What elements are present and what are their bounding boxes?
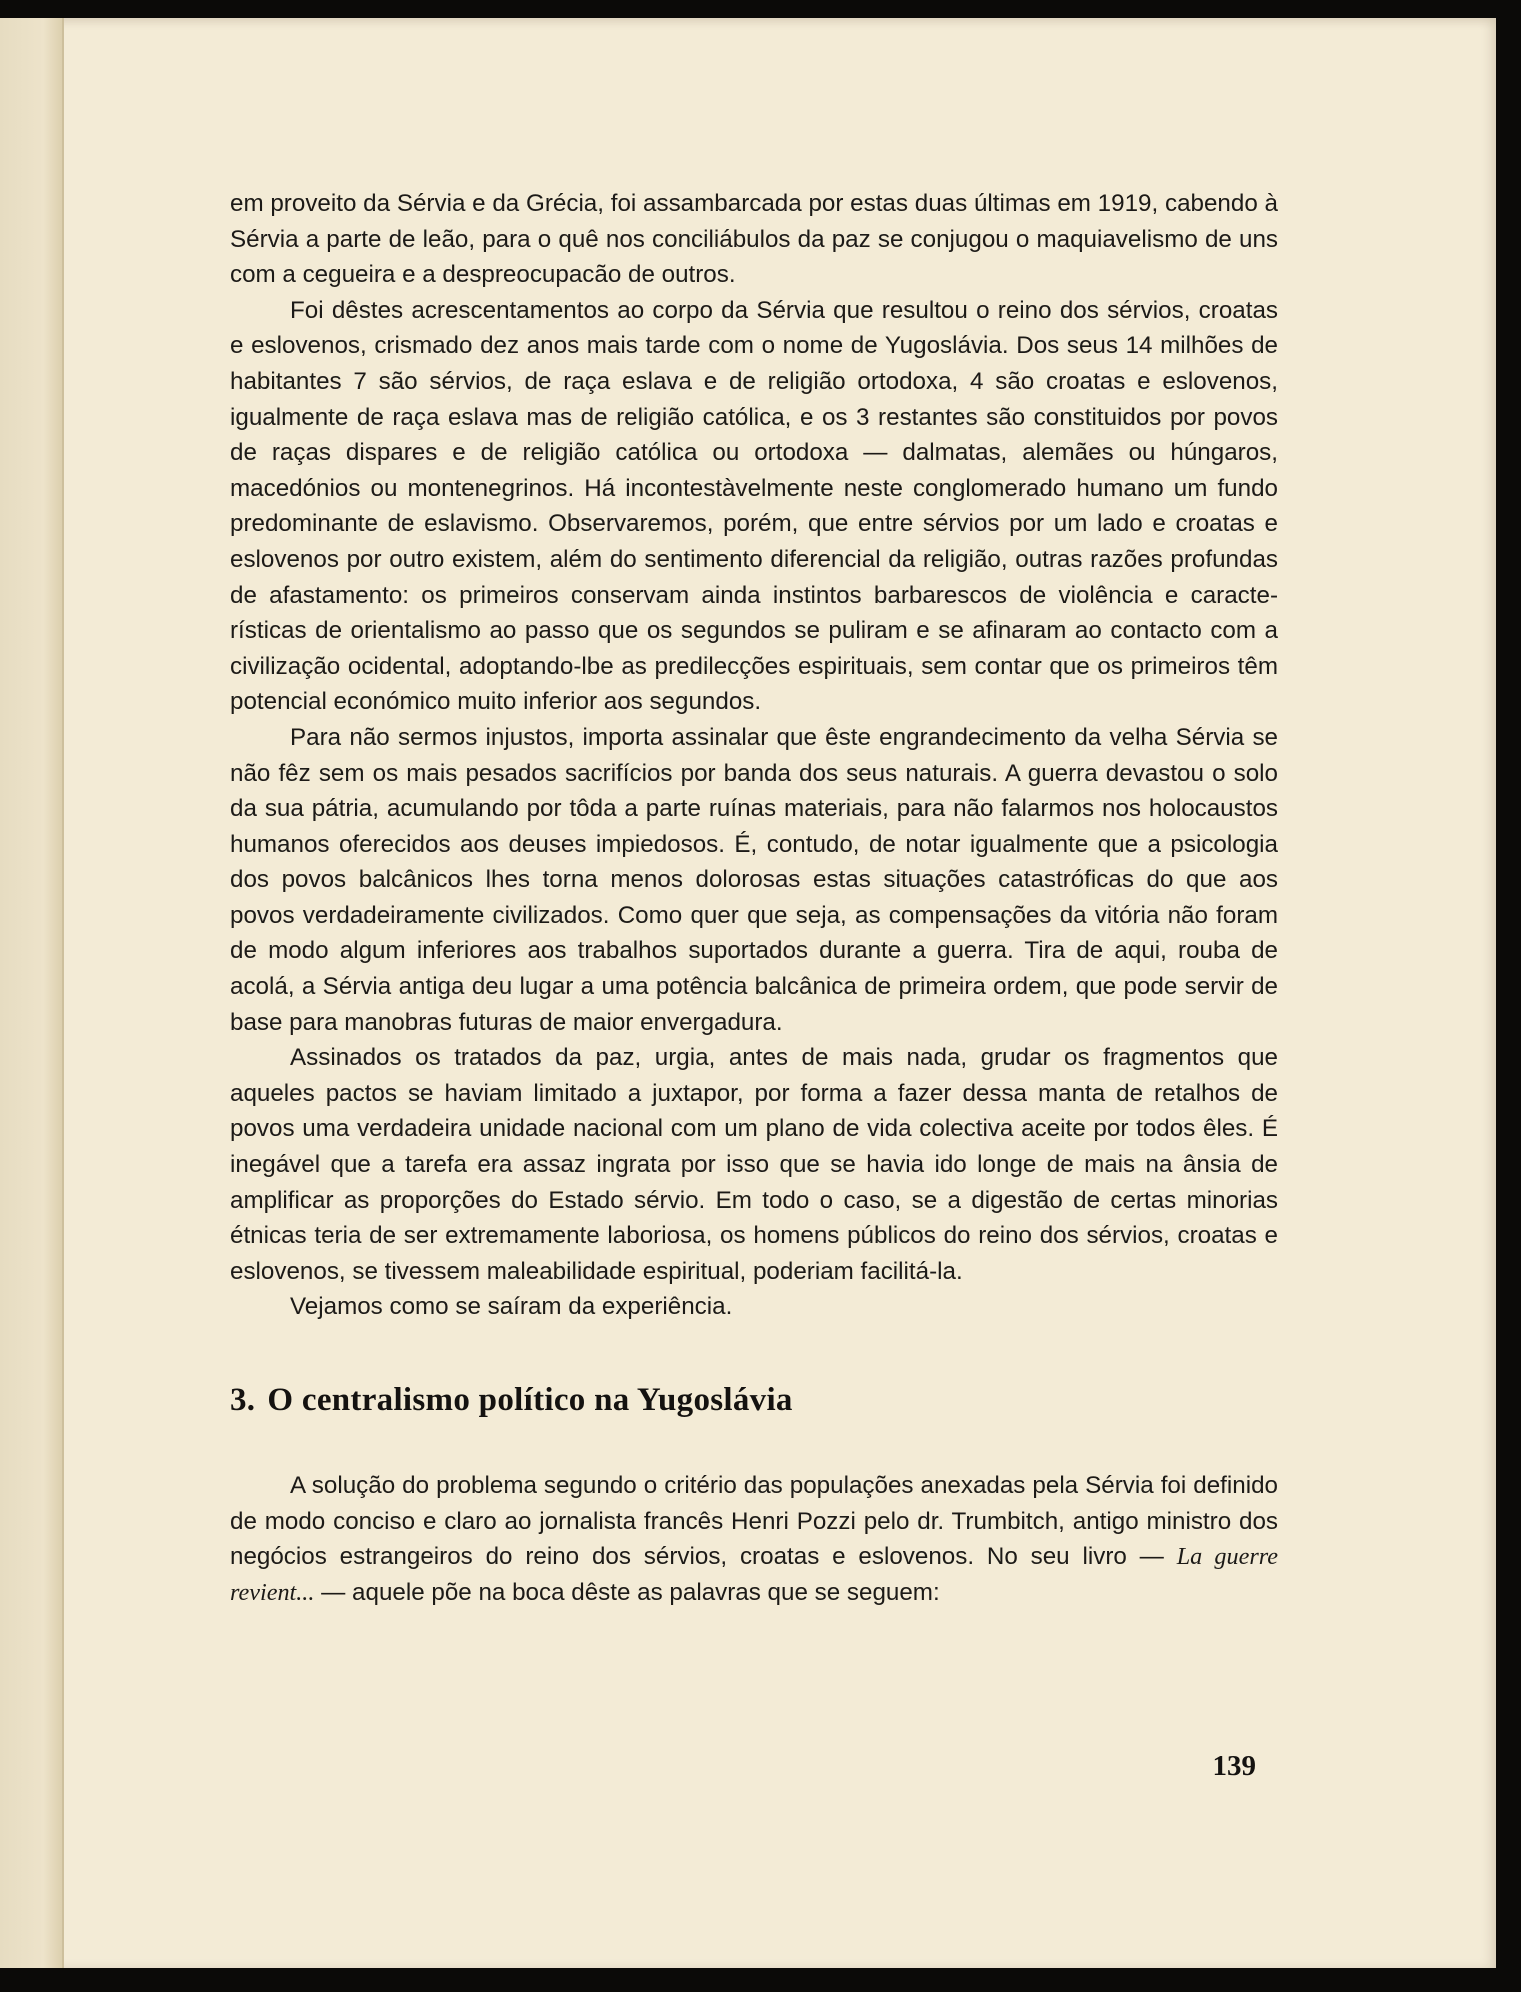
paragraph-6 bbox=[230, 1468, 1278, 1610]
paragraph-5: Vejamos como se saíram da experiência. bbox=[290, 1293, 733, 1321]
body-text bbox=[230, 186, 1278, 1610]
paragraph-2: Foi dêstes acrescentamentos ao corpo da Sérvia que resultou o reino dos sérvios, croatas e eslovenos, crismado dez anos mais tarde com o nome de Yugoslávia. Dos seus 14 milhões de habitantes 7 são sérvios, de raça eslava e de religião ortodoxa, 4 são croatas e eslovenos, igualmente de raça eslava mas de religião católica, e os 3 restantes são constituidos por povos de raças dispares e de religião católica ou ortodoxa — dalmatas, alemães ou húngaros, macedónios ou montenegrinos. Há incontestàvelmente neste conglomerado humano um fundo predominante de eslavismo. Observaremos, porém, que entre sérvios por um lado e croatas e eslovenos por outro existem, além do sentimento diferencial da religião, outras razões profundas de afastamento: os primeiros conservam ainda instintos barbarescos de violência e características de orientalismo ao passo que os segundos se puliram e se afinaram ao contacto com a civilização ocidental, adoptando-lbe as predilecções espirituais, sem contar que os primeiros têm potencial económico muito inferior aos segundos. bbox=[230, 296, 1278, 716]
section-heading bbox=[230, 1380, 1278, 1420]
paragraph-4: Assinados os tratados da paz, urgia, antes de mais nada, grudar os fragmentos que aqueles pactos se haviam limitado a juxtapor, por forma a fazer dessa manta de retalhos de povos uma verdadeira unidade nacional com um plano de vida colectiva aceite por todos êles. É inegável que a tarefa era assaz ingrata por isso que se havia ido longe de mais na ânsia de amplificar as proporções do Estado sérvio. Em todo o caso, se a digestão de certas minorias étnicas teria de ser extremamente laboriosa, os homens públicos do reino dos sérvios, croatas e eslovenos, se tivessem maleabilidade espiritual, poderiam facilitá-la. bbox=[230, 1044, 1278, 1285]
page-gutter bbox=[0, 18, 64, 1968]
paragraph-3: Para não sermos injustos, importa assinalar que êste engrandecimento da velha Sérvia se não fêz sem os mais pesados sacrifícios por banda dos seus naturais. A guerra devastou o solo da sua pátria, acumulando por tôda a parte ruínas materiais, para não falarmos nos holocaustos humanos oferecidos aos deuses impiedosos. É, contudo, de notar igualmente que a psicologia dos povos balcânicos lhes torna menos dolorosas estas situações catastróficas do que aos povos verdadeiramente civilizados. Como quer que seja, as compensações da vitória não foram de modo algum inferiores aos trabalhos suportados durante a guerra. Tira de aqui, rouba de acolá, a Sérvia antiga deu lugar a uma potência balcânica de primeira ordem, que pode servir de base para manobras futuras de maior envergadura. bbox=[230, 723, 1278, 1036]
page-number: 139 bbox=[1212, 1750, 1256, 1782]
paragraph-6-lead: A solução do problema segundo o critério das populações anexadas pela Sérvia foi definido de modo conciso e claro ao jornalista francês Henri Pozzi pelo dr. Trumbitch, antigo ministro dos negócios estrangeiros do reino dos sérvios, croatas e eslovenos. No seu livro — bbox=[230, 1472, 1278, 1571]
section-title: O centralismo político na Yugoslávia bbox=[267, 1382, 793, 1418]
paragraph-1: em proveito da Sérvia e da Grécia, foi assambarcada por estas duas últimas em 1919, cabendo à Sérvia a parte de leão, para o quê nos conciliábulos da paz se conjugou o maquiavelismo de uns com a cegueira e a despreocupacão de outros. bbox=[230, 190, 1278, 289]
book-page bbox=[0, 18, 1496, 1968]
section-number: 3. bbox=[230, 1382, 256, 1418]
book-title: La guerre revient... bbox=[230, 1543, 1278, 1606]
paragraph-6-tail: — aquele põe na boca dêste as palavras que se seguem: bbox=[314, 1578, 940, 1606]
